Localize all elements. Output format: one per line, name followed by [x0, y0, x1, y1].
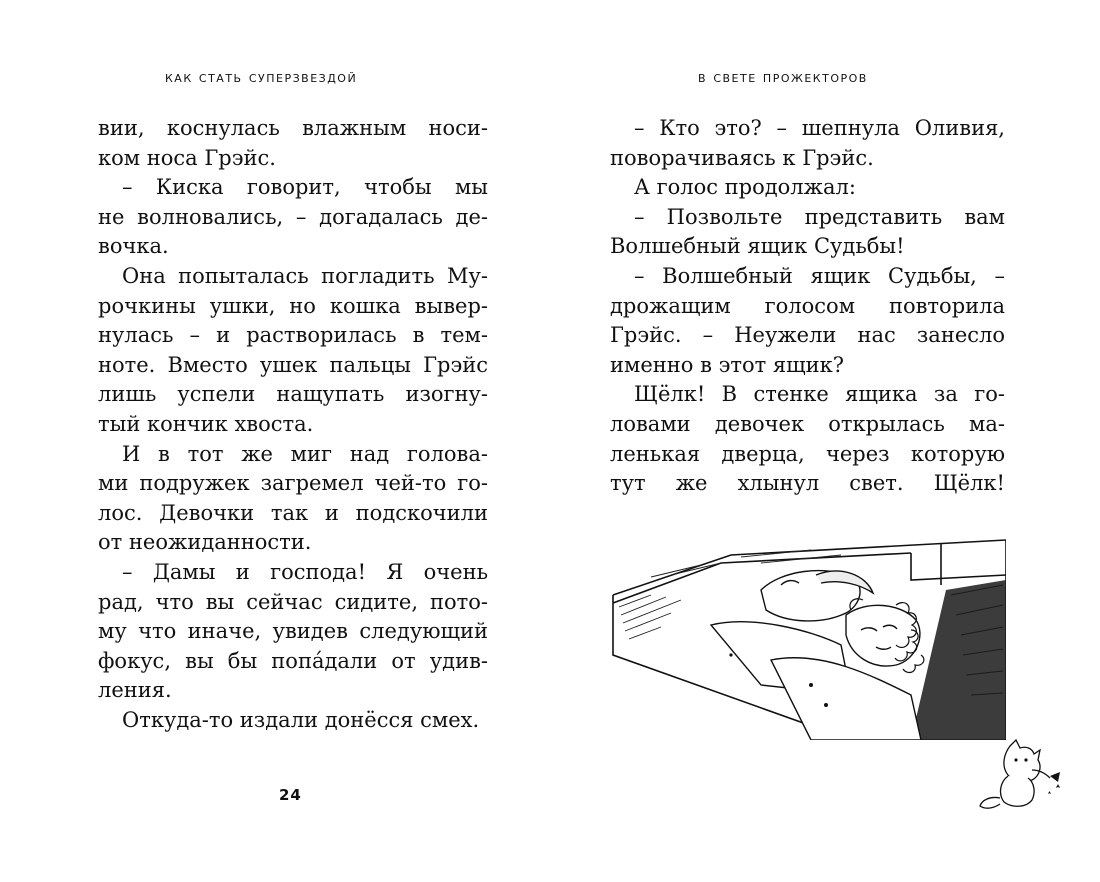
text-line: поворачиваясь к Грэйс. [610, 145, 874, 170]
text-line: Откуда-то издали донёсся смех. [122, 707, 480, 732]
text-line: рад, что вы сейчас сидите, пото- [98, 589, 488, 614]
text-line: лос. Девочки так и подскочили [98, 500, 488, 525]
text-line: – Дамы и господа! Я очень [122, 559, 488, 584]
text-line: Грэйс. – Неужели нас занесло [610, 323, 1005, 348]
cat-vignette-icon [970, 738, 1065, 813]
text-line: вии, коснулась влажным носи- [98, 116, 488, 140]
text-line: – Волшебный ящик Судьбы, – [634, 263, 1005, 288]
text-line: Волшебный ящик Судьбы! [610, 234, 905, 259]
text-line: именно в этот ящик? [610, 352, 845, 377]
right-running-head: в свете прожекторов [698, 68, 868, 86]
text-line: ноте. Вместо ушек пальцы Грэйс [98, 352, 488, 377]
text-line: от неожиданности. [98, 530, 312, 555]
text-line: – Кто это? – шепнула Оливия, [634, 116, 1005, 140]
right-page [550, 0, 1100, 882]
page-number: 24 [279, 786, 302, 804]
left-body-text [98, 114, 488, 735]
text-line: – Киска говорит, чтобы мы [122, 175, 488, 200]
text-line: не волновались, – догадалась де- [98, 204, 488, 229]
text-line: ленькая дверца, через которую [610, 441, 1005, 466]
text-line: Она попыталась погладить Му- [122, 263, 488, 288]
text-line: лишь успели нащупать изогну- [98, 382, 488, 407]
right-body-text [610, 114, 1005, 499]
text-line: И в тот же миг над голова- [122, 441, 488, 466]
text-line: тут же хлынул свет. Щёлк! [610, 471, 1005, 496]
text-line: рочкины ушки, но кошка вывер- [98, 293, 488, 318]
left-running-head: как стать суперзвездой [165, 68, 358, 86]
text-line: ловами девочек открылась ма- [610, 411, 1005, 436]
text-line: А голос продолжал: [634, 175, 856, 200]
text-line: Щёлк! В стенке ящика за го- [634, 382, 1005, 407]
text-line: вочка. [98, 234, 169, 259]
text-line: нулась – и растворилась в тем- [98, 323, 488, 348]
text-line: ком носа Грэйс. [98, 145, 276, 170]
girls-in-box-illustration [611, 535, 1006, 740]
text-line: дрожащим голосом повторила [610, 293, 1005, 318]
text-line: фокус, вы бы попáдали от удив- [98, 648, 488, 673]
text-line: ми подружек загремел чей-то го- [98, 471, 488, 496]
text-line: тый кончик хвоста. [98, 411, 314, 436]
text-line: му что иначе, увидев следующий [98, 619, 488, 644]
text-line: – Позвольте представить вам [634, 204, 1005, 229]
text-line: ления. [98, 678, 172, 703]
